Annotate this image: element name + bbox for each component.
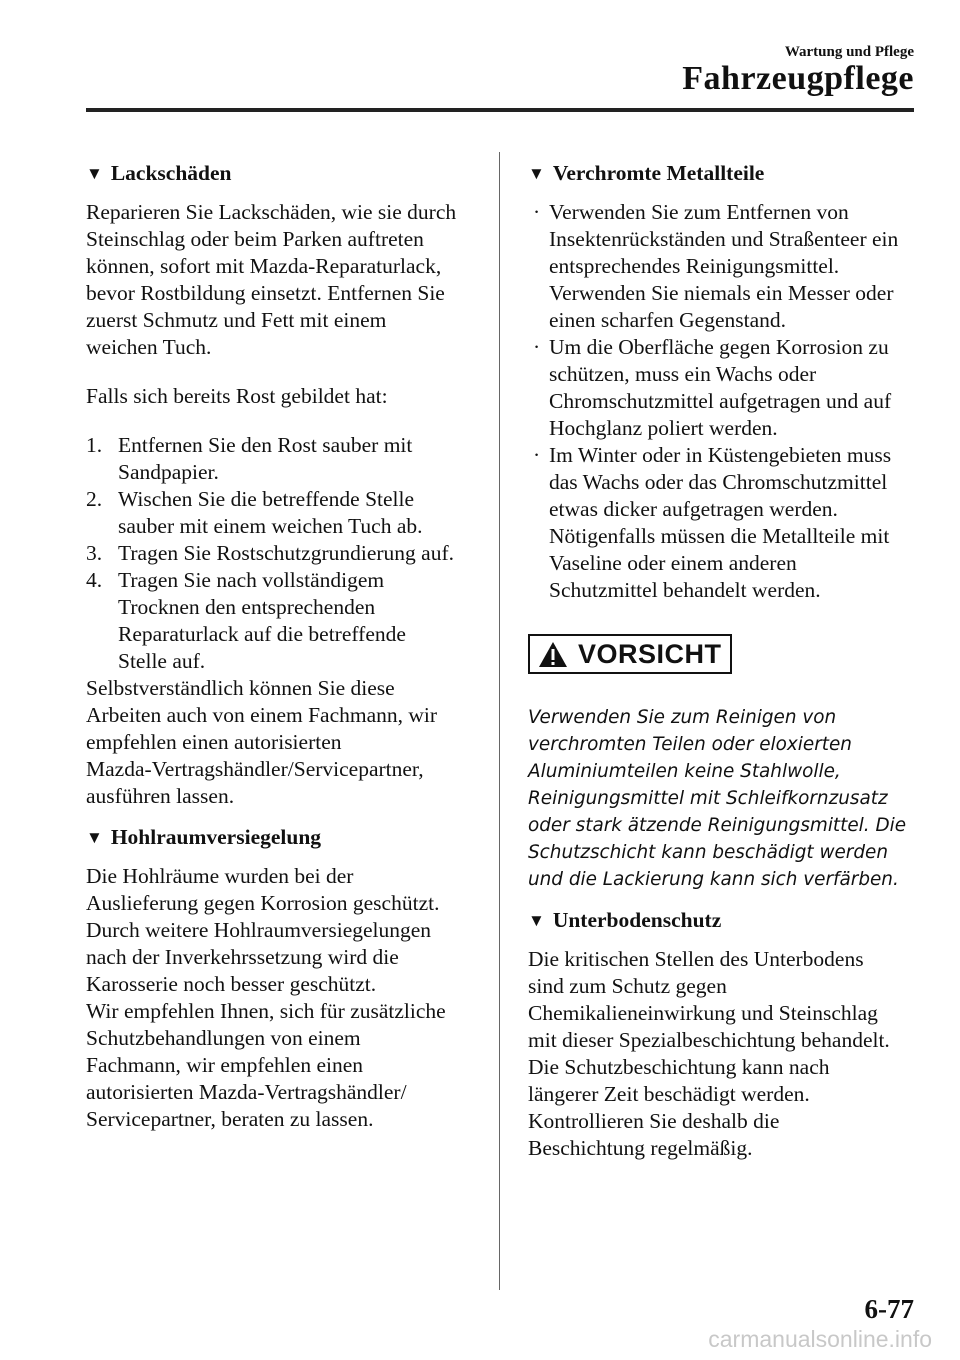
right-column	[528, 152, 912, 1162]
bullet-icon: ·	[533, 443, 541, 467]
heading-verchromte-metallteile	[528, 160, 912, 187]
heading-text: Unterbodenschutz	[552, 908, 722, 932]
triangle-down-icon: ▼	[528, 911, 545, 930]
left-column	[86, 152, 470, 1133]
caution-badge	[528, 634, 732, 674]
chapter-title: Fahrzeugpflege	[682, 60, 914, 97]
heading-hohlraumversiegelung	[86, 824, 470, 851]
section-name: Wartung und Pflege	[784, 44, 914, 60]
heading-text: Hohlraumversiegelung	[110, 825, 322, 849]
list-item: 4. Tragen Sie nach vollständigem Trocknen den entsprechenden Reparaturlack auf die betreffende Stelle auf.	[86, 568, 406, 673]
caution-label: VORSICHT	[578, 638, 722, 669]
list-item: 1. Entfernen Sie den Rost sauber mit Sandpapier.	[86, 433, 413, 484]
list-item: · Verwenden Sie zum Entfernen von Insektenrückständen und Straßenteer ein entsprechendes Reinigungsmittel. Verwenden Sie niemals ein Messer oder einen scharfen Gegenstand.	[533, 200, 899, 332]
lack-paragraph-1: Reparieren Sie Lackschäden, wie sie durch Steinschlag oder beim Parken auftreten können, sofort mit Mazda-Reparaturlack, bevor Rostbildung einsetzt. Entfernen Sie zuerst Schmutz und Fett mit einem weichen Tuch.	[86, 200, 457, 359]
lack-paragraph-2: Falls sich bereits Rost gebildet hat:	[86, 384, 388, 408]
repair-steps-list	[86, 432, 470, 675]
triangle-down-icon: ▼	[86, 828, 103, 847]
list-item: · Im Winter oder in Küstengebieten muss das Wachs oder das Chromschutzmittel etwas dicker aufgetragen werden. Nötigenfalls müssen die Metallteile mit Vaseline oder einem anderen Schutzmittel behandelt werden.	[533, 443, 892, 602]
column-divider	[499, 152, 500, 1290]
warning-triangle-icon	[538, 641, 568, 668]
list-item: 2. Wischen Sie die betreffende Stelle sauber mit einem weichen Tuch ab.	[86, 487, 423, 538]
caution-text: Verwenden Sie zum Reinigen von verchromten Teilen oder eloxierten Aluminiumteilen keine Stahlwolle, Reinigungsmittel mit Schleifkornzusatz oder stark ätzende Reinigungsmittel. Die Schutzschicht kann beschädigt werden und die Lackierung kann sich verfärben.	[528, 707, 907, 890]
bullet-icon: ·	[533, 335, 541, 359]
page-number: 6-77	[864, 1294, 914, 1324]
watermark: carmanualsonline.info	[708, 1326, 932, 1352]
header-rule	[86, 108, 914, 112]
chrome-bullet-list	[528, 199, 912, 604]
triangle-down-icon: ▼	[528, 164, 545, 183]
heading-unterbodenschutz	[528, 907, 912, 934]
heading-text: Verchromte Metallteile	[552, 161, 765, 185]
bullet-icon: ·	[533, 200, 541, 224]
list-item: 3. Tragen Sie Rostschutzgrundierung auf.	[86, 541, 454, 565]
triangle-down-icon: ▼	[86, 164, 103, 183]
heading-text: Lackschäden	[110, 161, 232, 185]
hohl-paragraph: Die Hohlräume wurden bei der Auslieferung gegen Korrosion geschützt. Durch weitere Hohlraumversiegelungen nach der Inverkehrssetzung wird die Karosserie noch besser geschützt. Wir empfehlen Ihnen, sich für zusätzliche Schutzbehandlungen von einem Fachmann, wir empfehlen einen autorisierten Mazda-Vertragshändler/ Servicepartner, beraten zu lassen.	[86, 864, 446, 1131]
heading-lackschaeden	[86, 160, 470, 187]
unter-paragraph: Die kritischen Stellen des Unterbodens sind zum Schutz gegen Chemikalieneinwirkung und Steinschlag mit dieser Spezialbeschichtung behandelt. Die Schutzbeschichtung kann nach längerer Zeit beschädigt werden. Kontrollieren Sie deshalb die Beschichtung regelmäßig.	[528, 947, 890, 1160]
list-item: · Um die Oberfläche gegen Korrosion zu schützen, muss ein Wachs oder Chromschutzmittel aufgetragen und auf Hochglanz poliert werden.	[533, 335, 892, 440]
lack-paragraph-3: Selbstverständlich können Sie diese Arbeiten auch von einem Fachmann, wir empfehlen einen autorisierten Mazda-Vertragshändler/Servicepartner, ausführen lassen.	[86, 676, 438, 808]
